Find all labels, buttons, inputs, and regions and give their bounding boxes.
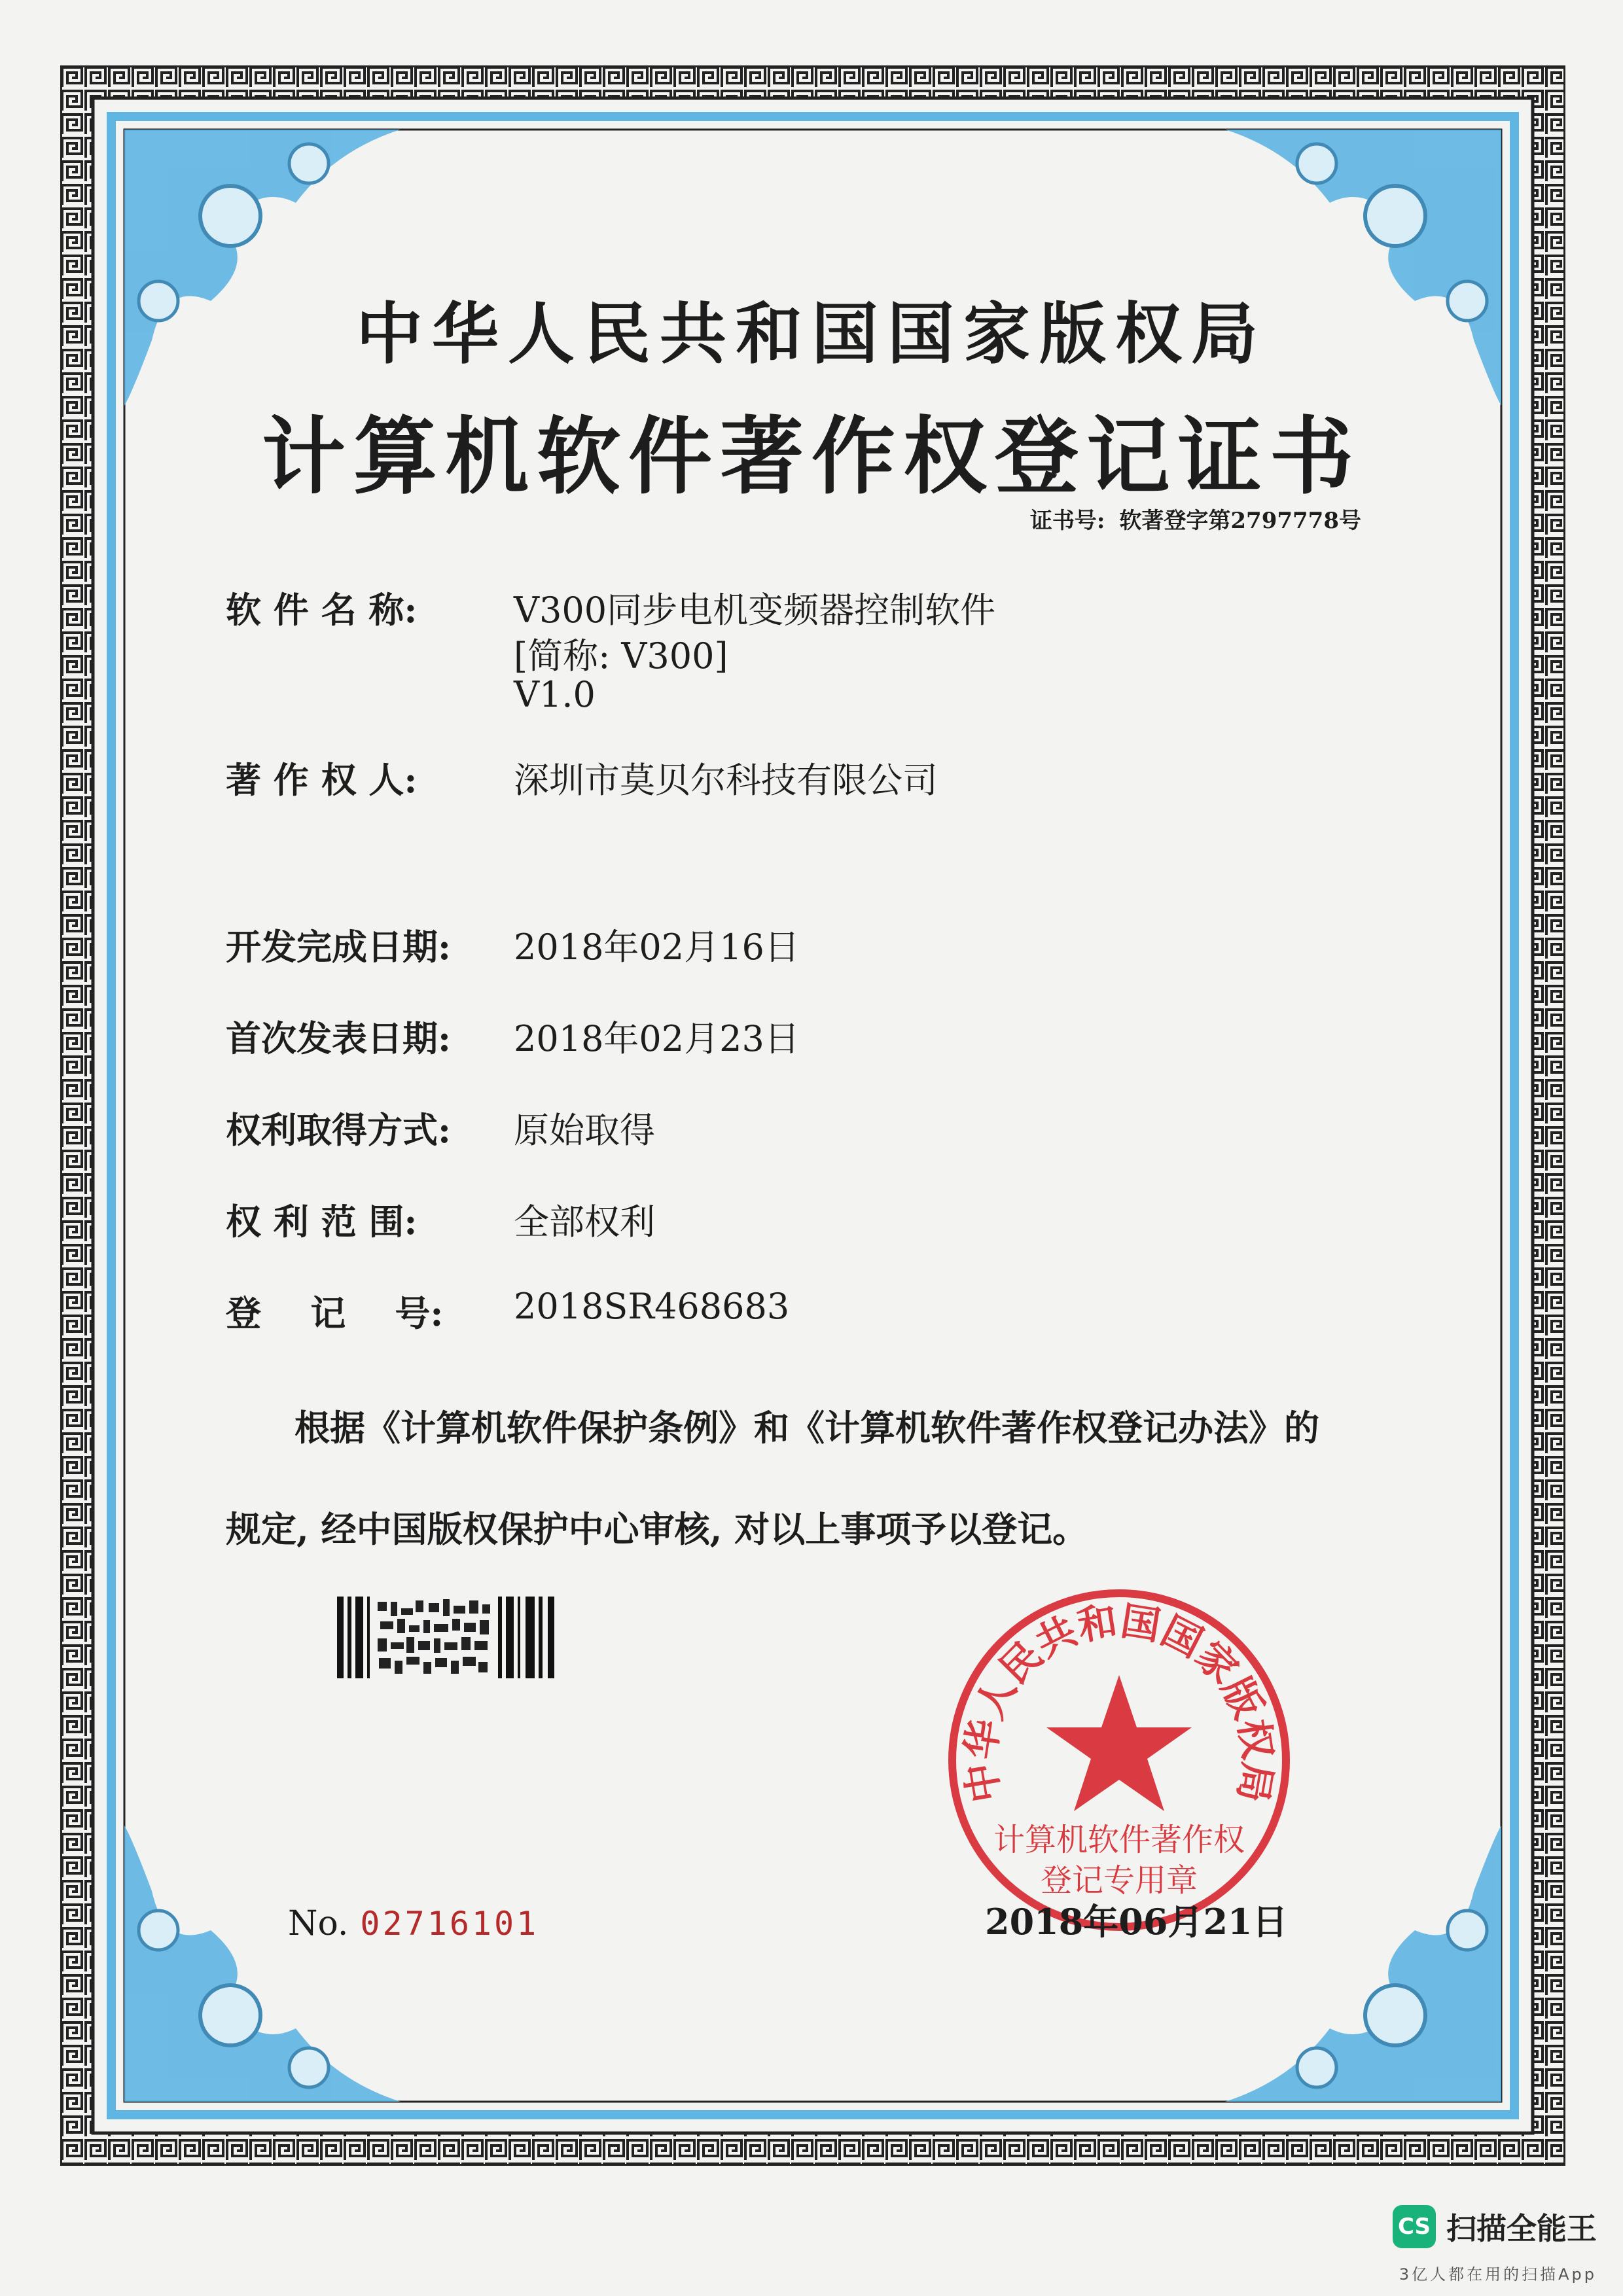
- official-seal: [942, 1583, 1296, 1937]
- field-value: 深圳市莫贝尔科技有限公司: [514, 760, 938, 801]
- software-version: V1.0: [514, 674, 596, 715]
- authority-title: 中华人民共和国国家版权局: [356, 295, 1267, 374]
- field-label: 权利取得方式:: [226, 1109, 451, 1151]
- field-software-name: [226, 582, 996, 633]
- seal-line-2: 登记专用章: [1040, 1862, 1198, 1899]
- field-scope: [226, 1194, 655, 1245]
- scanner-watermark: [1393, 2205, 1597, 2248]
- certificate-title: 计算机软件著作权登记证书: [261, 408, 1361, 506]
- field-acquisition: [226, 1103, 655, 1153]
- field-label: 著 作 权 人:: [226, 759, 418, 801]
- scanner-tagline: 3亿人都在用的扫描App: [1399, 2265, 1597, 2284]
- field-registration-no: [226, 1286, 790, 1336]
- field-value: 2018年02月23日: [514, 1018, 800, 1059]
- certificate-number-value: 软著登字第2797778号: [1119, 508, 1361, 534]
- field-value: 2018年02月16日: [514, 927, 800, 968]
- certificate-number: [1030, 503, 1361, 535]
- field-owner: [226, 752, 938, 803]
- serial-label: No.: [288, 1904, 349, 1943]
- software-short-name: [简称: V300]: [514, 635, 728, 677]
- field-pub-date: [226, 1011, 800, 1061]
- field-value: 2018SR468683: [514, 1286, 790, 1327]
- issue-date: 2018年06月21日: [985, 1901, 1288, 1943]
- statement-line-1: 根据《计算机软件保护条例》和《计算机软件著作权登记办法》的: [294, 1407, 1319, 1449]
- field-value: 全部权利: [514, 1201, 655, 1243]
- certificate-number-label: 证书号:: [1029, 508, 1105, 534]
- field-dev-date: [226, 919, 800, 970]
- field-label: 权 利 范 围:: [226, 1201, 418, 1243]
- scanner-app-name: 扫描全能王: [1446, 2211, 1597, 2246]
- serial-value: 02716101: [360, 1905, 539, 1943]
- field-label: 登 记 号:: [226, 1292, 444, 1334]
- field-label: 首次发表日期:: [226, 1017, 451, 1059]
- seal-ring-text: 中华人民共和国国家版权局: [957, 1598, 1281, 1806]
- field-value: V300同步电机变频器控制软件: [514, 590, 996, 631]
- camscanner-logo-icon: CS: [1393, 2205, 1436, 2248]
- barcode-image: [337, 1597, 560, 1678]
- field-label: 软 件 名 称:: [226, 589, 418, 631]
- serial-number: [288, 1904, 539, 1943]
- field-label: 开发完成日期:: [226, 926, 451, 968]
- statement-line-2: 规定, 经中国版权保护中心审核, 对以上事项予以登记。: [226, 1508, 1088, 1550]
- field-value: 原始取得: [514, 1110, 655, 1151]
- seal-line-1: 计算机软件著作权: [993, 1822, 1245, 1858]
